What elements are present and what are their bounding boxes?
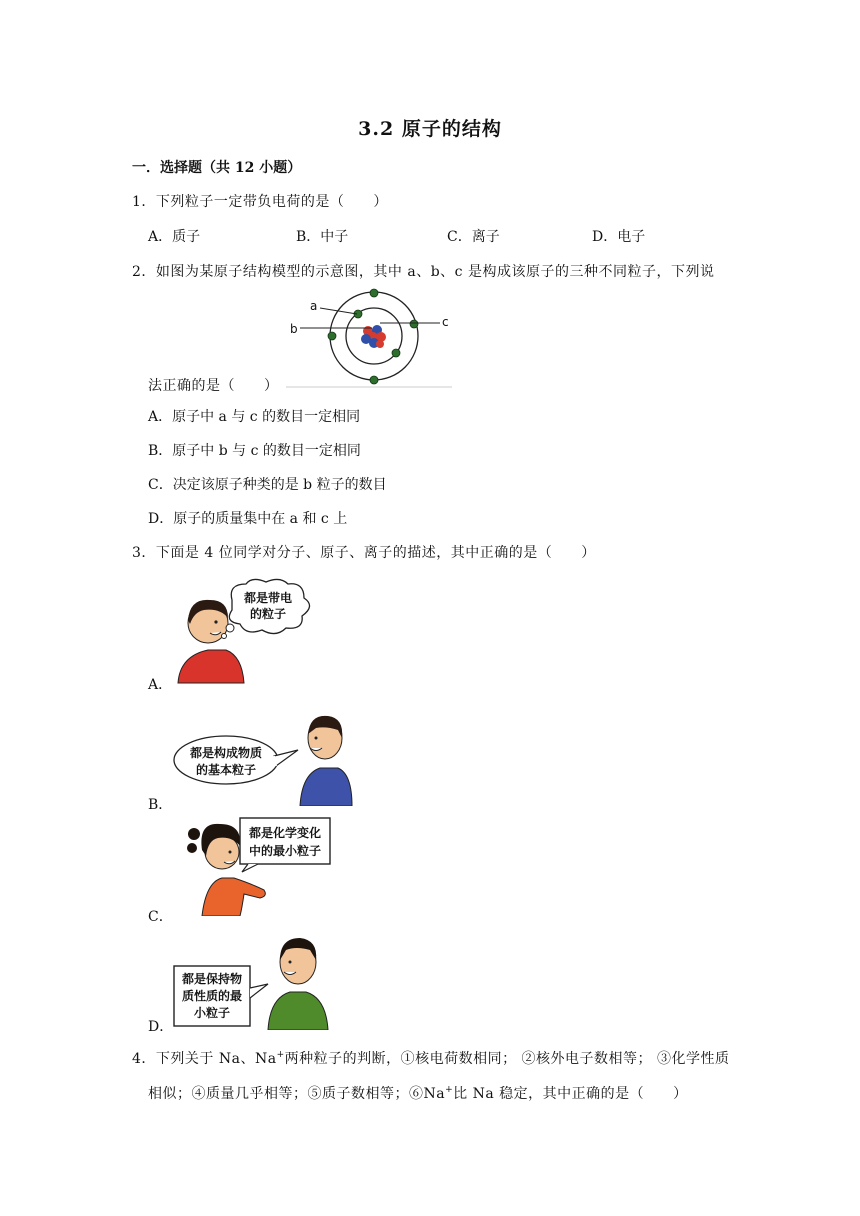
- bubble-d-line3: 小粒子: [193, 1006, 231, 1020]
- student-d-illustration: [172, 932, 342, 1030]
- label-a: a: [310, 299, 318, 313]
- q4-line2-sup: +: [445, 1085, 454, 1095]
- boy-green-shirt-icon: [268, 938, 328, 1030]
- q4-line2-part2: 比 Na 稳定，其中正确的是（ ）: [453, 1086, 688, 1102]
- q3-stem: 3．下面是 4 位同学对分子、原子、离子的描述，其中正确的是（ ）: [132, 545, 596, 561]
- q3-option-a-label: A．: [148, 677, 173, 693]
- q1-option-a: A．质子: [148, 229, 201, 245]
- label-b: b: [290, 322, 298, 336]
- man-blue-shirt-icon: [300, 716, 352, 806]
- q2-option-d: D．原子的质量集中在 a 和 c 上: [148, 511, 348, 527]
- q4-line1-part2: 两种粒子的判断，①核电荷数相同； ②核外电子数相等； ③化学性质: [284, 1051, 730, 1067]
- q4-line2-part1: 相似；④质量几乎相等；⑤质子数相等；⑥Na: [148, 1086, 446, 1102]
- q3-option-c-label: C．: [148, 909, 173, 925]
- q2-stem-line2: 法正确的是（ ）: [148, 378, 279, 394]
- bubble-c-line1: 都是化学变化: [248, 826, 322, 840]
- q2-option-a: A．原子中 a 与 c 的数目一定相同: [148, 409, 361, 425]
- section-heading: 一．选择题（共 12 小题）: [132, 160, 302, 176]
- student-a-illustration: [170, 578, 330, 688]
- q1-stem: 1．下列粒子一定带负电荷的是（ ）: [132, 194, 388, 210]
- q2-stem-line1: 2．如图为某原子结构模型的示意图，其中 a、b、c 是构成该原子的三种不同粒子，下列说: [132, 264, 715, 280]
- q4-stem-line2: [148, 1083, 688, 1103]
- q4-line1-sup: +: [276, 1050, 285, 1060]
- atom-structure-diagram: [284, 286, 454, 390]
- bubble-a-line2: 的粒子: [249, 607, 287, 621]
- student-b-illustration: [170, 708, 360, 806]
- label-c: c: [442, 315, 449, 329]
- q4-stem-line1: [132, 1048, 730, 1068]
- bubble-d-line1: 都是保持物: [181, 972, 243, 986]
- bubble-b-line1: 都是构成物质: [189, 746, 263, 760]
- q2-option-c: C．决定该原子种类的是 b 粒子的数目: [148, 477, 387, 493]
- student-c-illustration: [172, 812, 342, 916]
- bubble-a-line1: 都是带电: [243, 591, 293, 605]
- page-title: 3.2 原子的结构: [358, 118, 502, 140]
- q3-option-b-label: B．: [148, 797, 173, 813]
- q1-option-d: D．电子: [592, 229, 646, 245]
- q3-option-d-label: D．: [148, 1019, 174, 1035]
- bubble-c-line2: 中的最小粒子: [248, 844, 322, 858]
- q2-option-b: B．原子中 b 与 c 的数目一定相同: [148, 443, 361, 459]
- bubble-b-line2: 的基本粒子: [195, 763, 257, 777]
- q1-option-b: B．中子: [296, 229, 349, 245]
- bubble-d-line2: 质性质的最: [181, 989, 243, 1003]
- q4-line1-part1: 4．下列关于 Na、Na: [132, 1051, 277, 1067]
- q1-option-c: C．离子: [447, 229, 500, 245]
